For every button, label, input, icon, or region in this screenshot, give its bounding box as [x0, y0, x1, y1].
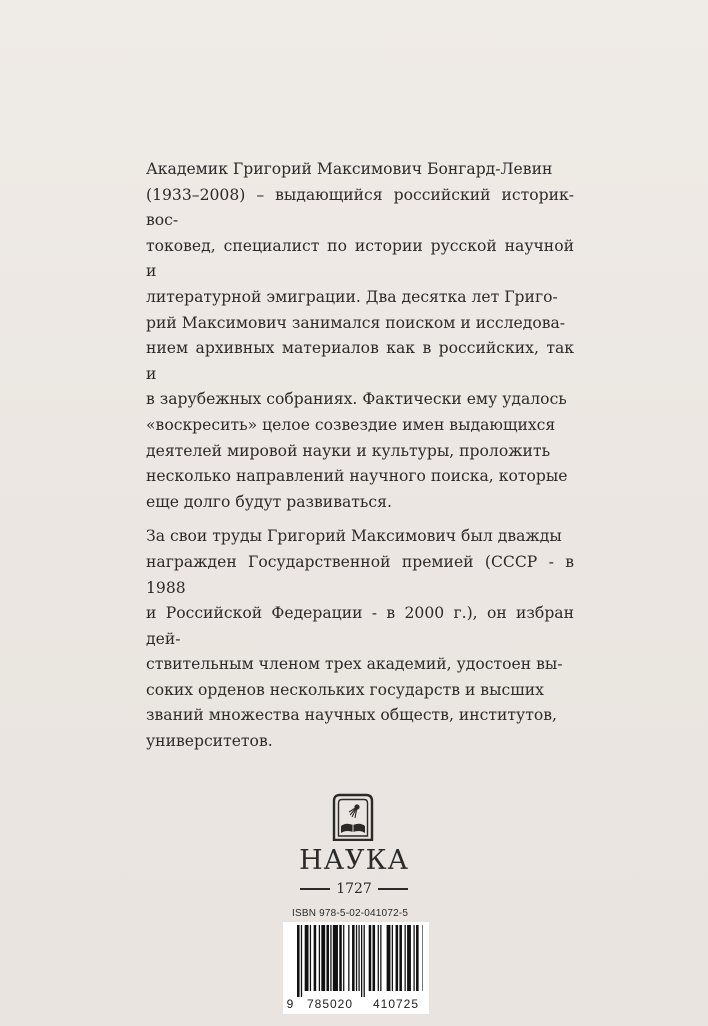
barcode-digit-group-1: 785020: [306, 997, 354, 1011]
barcode-bar: [373, 925, 376, 991]
barcode-bar: [380, 925, 381, 991]
year-right-rule: [378, 888, 408, 890]
annotation-text: [146, 157, 574, 755]
barcode-bar: [314, 925, 317, 991]
barcode-bar: [387, 925, 391, 991]
barcode-bar: [358, 925, 359, 991]
barcode-bar: [364, 925, 365, 997]
barcode-bar: [407, 925, 411, 991]
barcode-digits: [283, 996, 429, 1012]
publisher-name: НАУКА: [299, 845, 409, 876]
barcode-bar: [348, 925, 349, 991]
barcode-bar: [378, 925, 379, 991]
barcode-bar: [333, 925, 338, 991]
barcode-bars: [289, 925, 423, 997]
barcode-bar: [416, 925, 419, 991]
barcode-digit-group-2: 410725: [372, 997, 420, 1011]
isbn-barcode: [283, 908, 429, 1014]
barcode-bar: [396, 925, 399, 991]
year-text: 1727: [336, 881, 372, 897]
barcode-bar: [356, 925, 357, 991]
barcode-bar: [422, 925, 423, 991]
annotation-paragraph-1: Академик Григорий Максимович Бонгард-Левин (1933–2008) – выдающийся российский историк-вос- токовед, специалист по истории русской научной и литературной эмиграции. Два десятка лет Григо- рий Максимович занимался поиском и исследова- нием архивных материалов как в российских, так и в зарубежных собраниях. Фактически ему удалось «воскресить» целое созвездие имен выдающихся деятелей мировой науки и культуры, проложить несколько направлений научного поиска, которые еще долго будут развиваться.: [146, 160, 574, 511]
publisher-founding-year: [300, 880, 408, 898]
barcode-bar: [352, 925, 355, 991]
barcode-bar: [297, 925, 300, 997]
barcode-bar: [399, 925, 402, 991]
barcode-bar: [405, 925, 406, 991]
barcode-bar: [369, 925, 372, 991]
barcode-bar: [330, 925, 331, 991]
barcode-bar: [326, 925, 329, 991]
barcode-bar: [301, 925, 302, 997]
barcode-bar: [321, 925, 325, 991]
nauka-book-logo-icon: [330, 793, 376, 841]
barcode-bar: [361, 925, 362, 997]
year-left-rule: [300, 888, 330, 890]
barcode-bar: [319, 925, 320, 991]
barcode-lead-digit: 9: [286, 997, 294, 1011]
barcode-bar: [413, 925, 414, 991]
annotation-paragraph-2: За свои труды Григорий Максимович был дважды награжден Государственной премией (СССР - в 1988 и Российской Федерации - в 2000 г.), он избран дей- ствительным членом трех академий, удостоен вы- соких орденов нескольких государств и высших званий множества научных обществ, институтов, университетов.: [146, 527, 574, 751]
barcode-bar: [310, 925, 311, 991]
barcode-bar: [305, 925, 309, 991]
barcode-bar: [343, 925, 344, 991]
barcode-bar: [339, 925, 342, 991]
barcode-bar: [392, 925, 393, 991]
isbn-label: ISBN 978-5-02-041072-5: [292, 908, 409, 919]
